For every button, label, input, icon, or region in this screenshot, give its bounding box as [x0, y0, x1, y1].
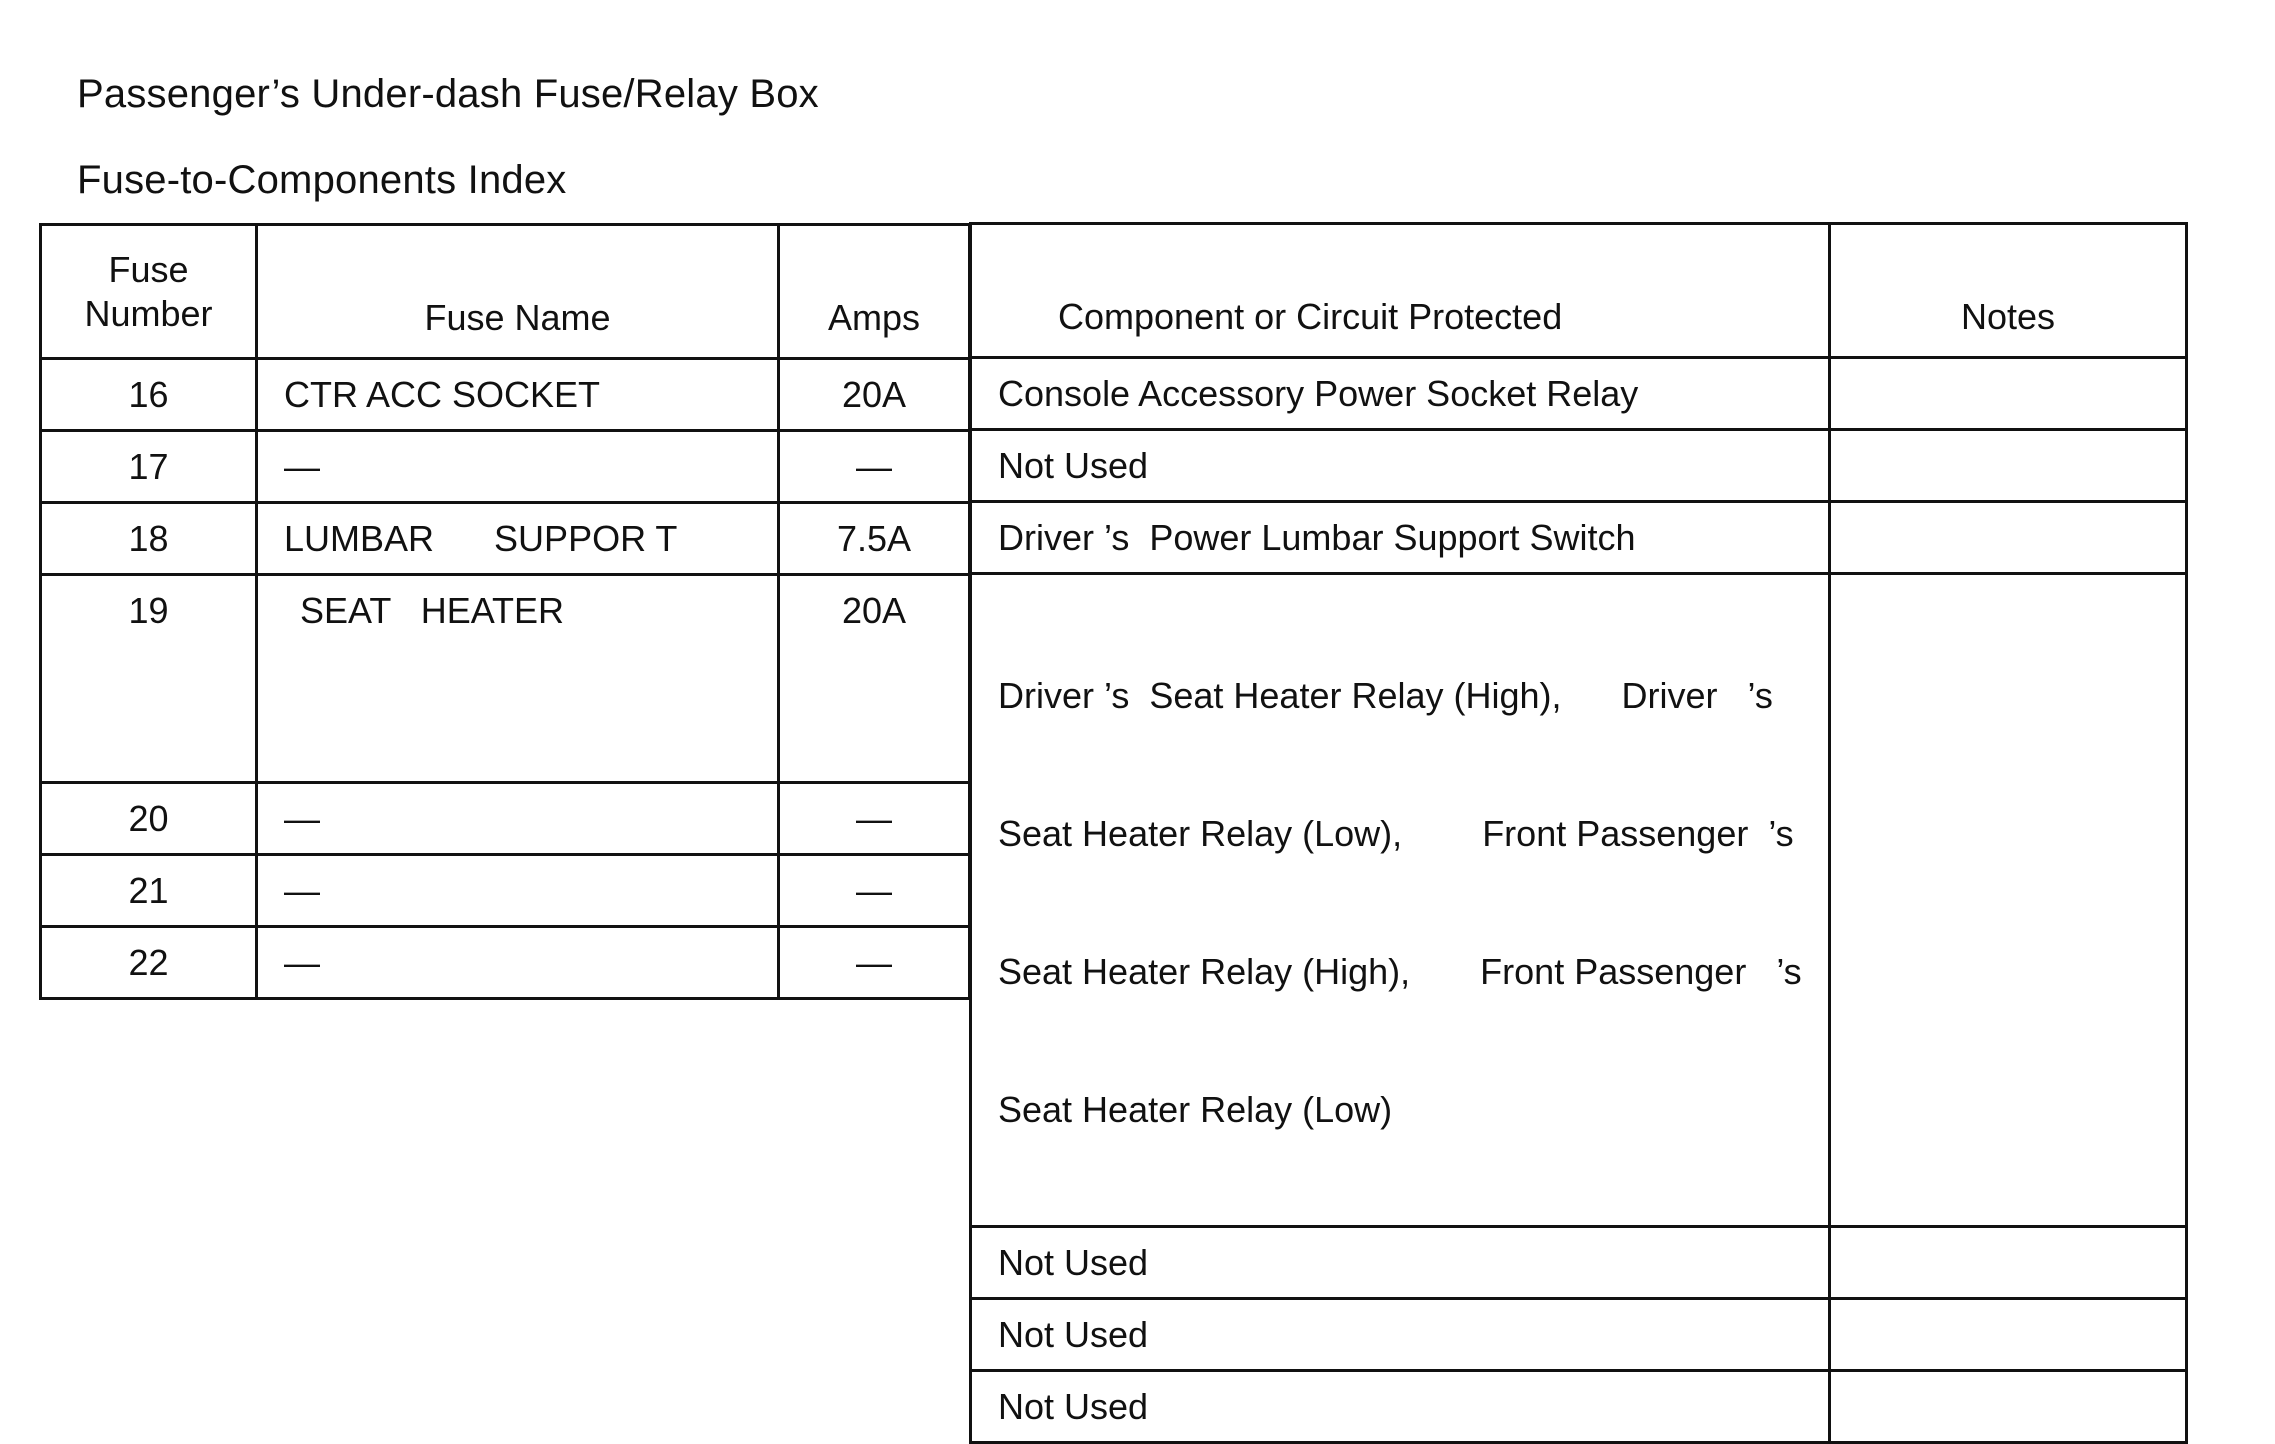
- notes-cell: [1830, 358, 2187, 430]
- table-row: [971, 358, 2187, 430]
- amps-cell: [779, 575, 970, 783]
- component-line: Seat Heater Relay (High), Front Passenger ’s: [998, 951, 1802, 992]
- fuse-name-text: CTR ACC SOCKET: [284, 374, 601, 415]
- component-text: Console Accessory Power Socket Relay: [998, 373, 1639, 414]
- column-header-component-text: Component or Circuit Protected: [1058, 295, 1563, 337]
- notes-cell: [1830, 1299, 2187, 1371]
- component-text: Driver ’s Power Lumbar Support Switch: [998, 517, 1636, 558]
- header-row: [971, 224, 2187, 358]
- notes-cell: [1830, 502, 2187, 574]
- column-header-notes: Notes: [1830, 224, 2187, 358]
- fuse-table-right: [969, 222, 2188, 1444]
- header-row: [41, 225, 970, 359]
- page-subtitle: Fuse-to-Components Index: [77, 158, 567, 202]
- amps-cell: [779, 855, 970, 927]
- table-row: [971, 1299, 2187, 1371]
- component-text: Not Used: [998, 1314, 1149, 1355]
- amps-cell: [779, 783, 970, 855]
- table-row: [41, 503, 970, 575]
- fuse-number-text: 22: [128, 942, 169, 983]
- component-cell: [971, 1371, 1830, 1443]
- amps-cell: [779, 431, 970, 503]
- amps-text: 7.5A: [836, 518, 912, 559]
- component-line: Seat Heater Relay (Low), Front Passenger ’s: [998, 813, 1794, 854]
- notes-cell: [1830, 430, 2187, 502]
- component-cell: [971, 1299, 1830, 1371]
- fuse-number-text: 21: [128, 870, 169, 911]
- component-line: Driver ’s Seat Heater Relay (High), Driver ’s: [998, 675, 1773, 716]
- component-text: Not Used: [998, 445, 1149, 486]
- fuse-number-text: 19: [128, 590, 169, 631]
- column-header-fuse-number: [41, 225, 257, 359]
- notes-cell: [1830, 1371, 2187, 1443]
- fuse-name-text: SEAT HEATER: [300, 590, 565, 631]
- table-row: [971, 430, 2187, 502]
- amps-cell: [779, 503, 970, 575]
- component-text: Not Used: [998, 1242, 1149, 1283]
- amps-text: 20A: [841, 374, 907, 415]
- table-row: [971, 502, 2187, 574]
- amps-text: —: [856, 870, 892, 911]
- fuse-name-text: —: [284, 942, 320, 983]
- table-row: [41, 359, 970, 431]
- fuse-table-left: [39, 223, 971, 1000]
- table-row: [41, 855, 970, 927]
- notes-text: [1831, 431, 2185, 443]
- fuse-number-text: 17: [128, 446, 169, 487]
- fuse-number-text: 16: [128, 374, 169, 415]
- column-header-fuse-number-line1: Fuse: [108, 249, 189, 291]
- fuse-number-cell: [41, 503, 257, 575]
- fuse-number-cell: [41, 855, 257, 927]
- component-cell: [971, 1227, 1830, 1299]
- fuse-number-cell: [41, 359, 257, 431]
- fuse-name-text: —: [284, 798, 320, 839]
- notes-text: [1831, 1300, 2185, 1312]
- notes-cell: [1830, 574, 2187, 1227]
- notes-text: [1831, 1228, 2185, 1240]
- column-header-amps: Amps: [779, 225, 970, 359]
- table-row: [971, 574, 2187, 1227]
- notes-text: [1831, 1372, 2185, 1384]
- notes-text: [1831, 359, 2185, 371]
- fuse-name-cell: [257, 927, 779, 999]
- page-title: Passenger’s Under-dash Fuse/Relay Box: [77, 72, 819, 116]
- fuse-number-cell: [41, 927, 257, 999]
- component-cell: [971, 502, 1830, 574]
- component-line: Seat Heater Relay (Low): [998, 1089, 1393, 1130]
- table-row: [41, 575, 970, 783]
- component-text: Not Used: [998, 1386, 1149, 1427]
- notes-cell: [1830, 1227, 2187, 1299]
- fuse-name-cell: [257, 783, 779, 855]
- amps-text: —: [856, 446, 892, 487]
- column-header-fuse-name: Fuse Name: [257, 225, 779, 359]
- table-row: [971, 1371, 2187, 1443]
- fuse-name-cell: [257, 855, 779, 927]
- fuse-number-cell: [41, 431, 257, 503]
- fuse-name-cell: [257, 431, 779, 503]
- component-cell: [971, 574, 1830, 1227]
- fuse-number-cell: [41, 575, 257, 783]
- column-header-fuse-number-line2: Number: [84, 292, 213, 334]
- fuse-name-text: —: [284, 446, 320, 487]
- fuse-name-text: —: [284, 870, 320, 911]
- component-cell: [971, 430, 1830, 502]
- amps-cell: [779, 359, 970, 431]
- fuse-number-text: 18: [128, 518, 169, 559]
- fuse-number-cell: [41, 783, 257, 855]
- fuse-name-cell: [257, 503, 779, 575]
- table-row: [41, 927, 970, 999]
- fuse-name-cell: [257, 575, 779, 783]
- fuse-name-cell: [257, 359, 779, 431]
- table-row: [971, 1227, 2187, 1299]
- amps-text: —: [856, 942, 892, 983]
- fuse-number-text: 20: [128, 798, 169, 839]
- amps-text: —: [856, 798, 892, 839]
- fuse-name-text: LUMBAR SUPPOR T: [284, 518, 678, 559]
- column-header-component: [971, 224, 1830, 358]
- notes-text: [1831, 503, 2185, 515]
- component-cell: [971, 358, 1830, 430]
- amps-text: 20A: [841, 590, 907, 631]
- component-text: [972, 575, 1828, 1225]
- table-row: [41, 783, 970, 855]
- table-row: [41, 431, 970, 503]
- notes-text: [1831, 575, 2185, 587]
- amps-cell: [779, 927, 970, 999]
